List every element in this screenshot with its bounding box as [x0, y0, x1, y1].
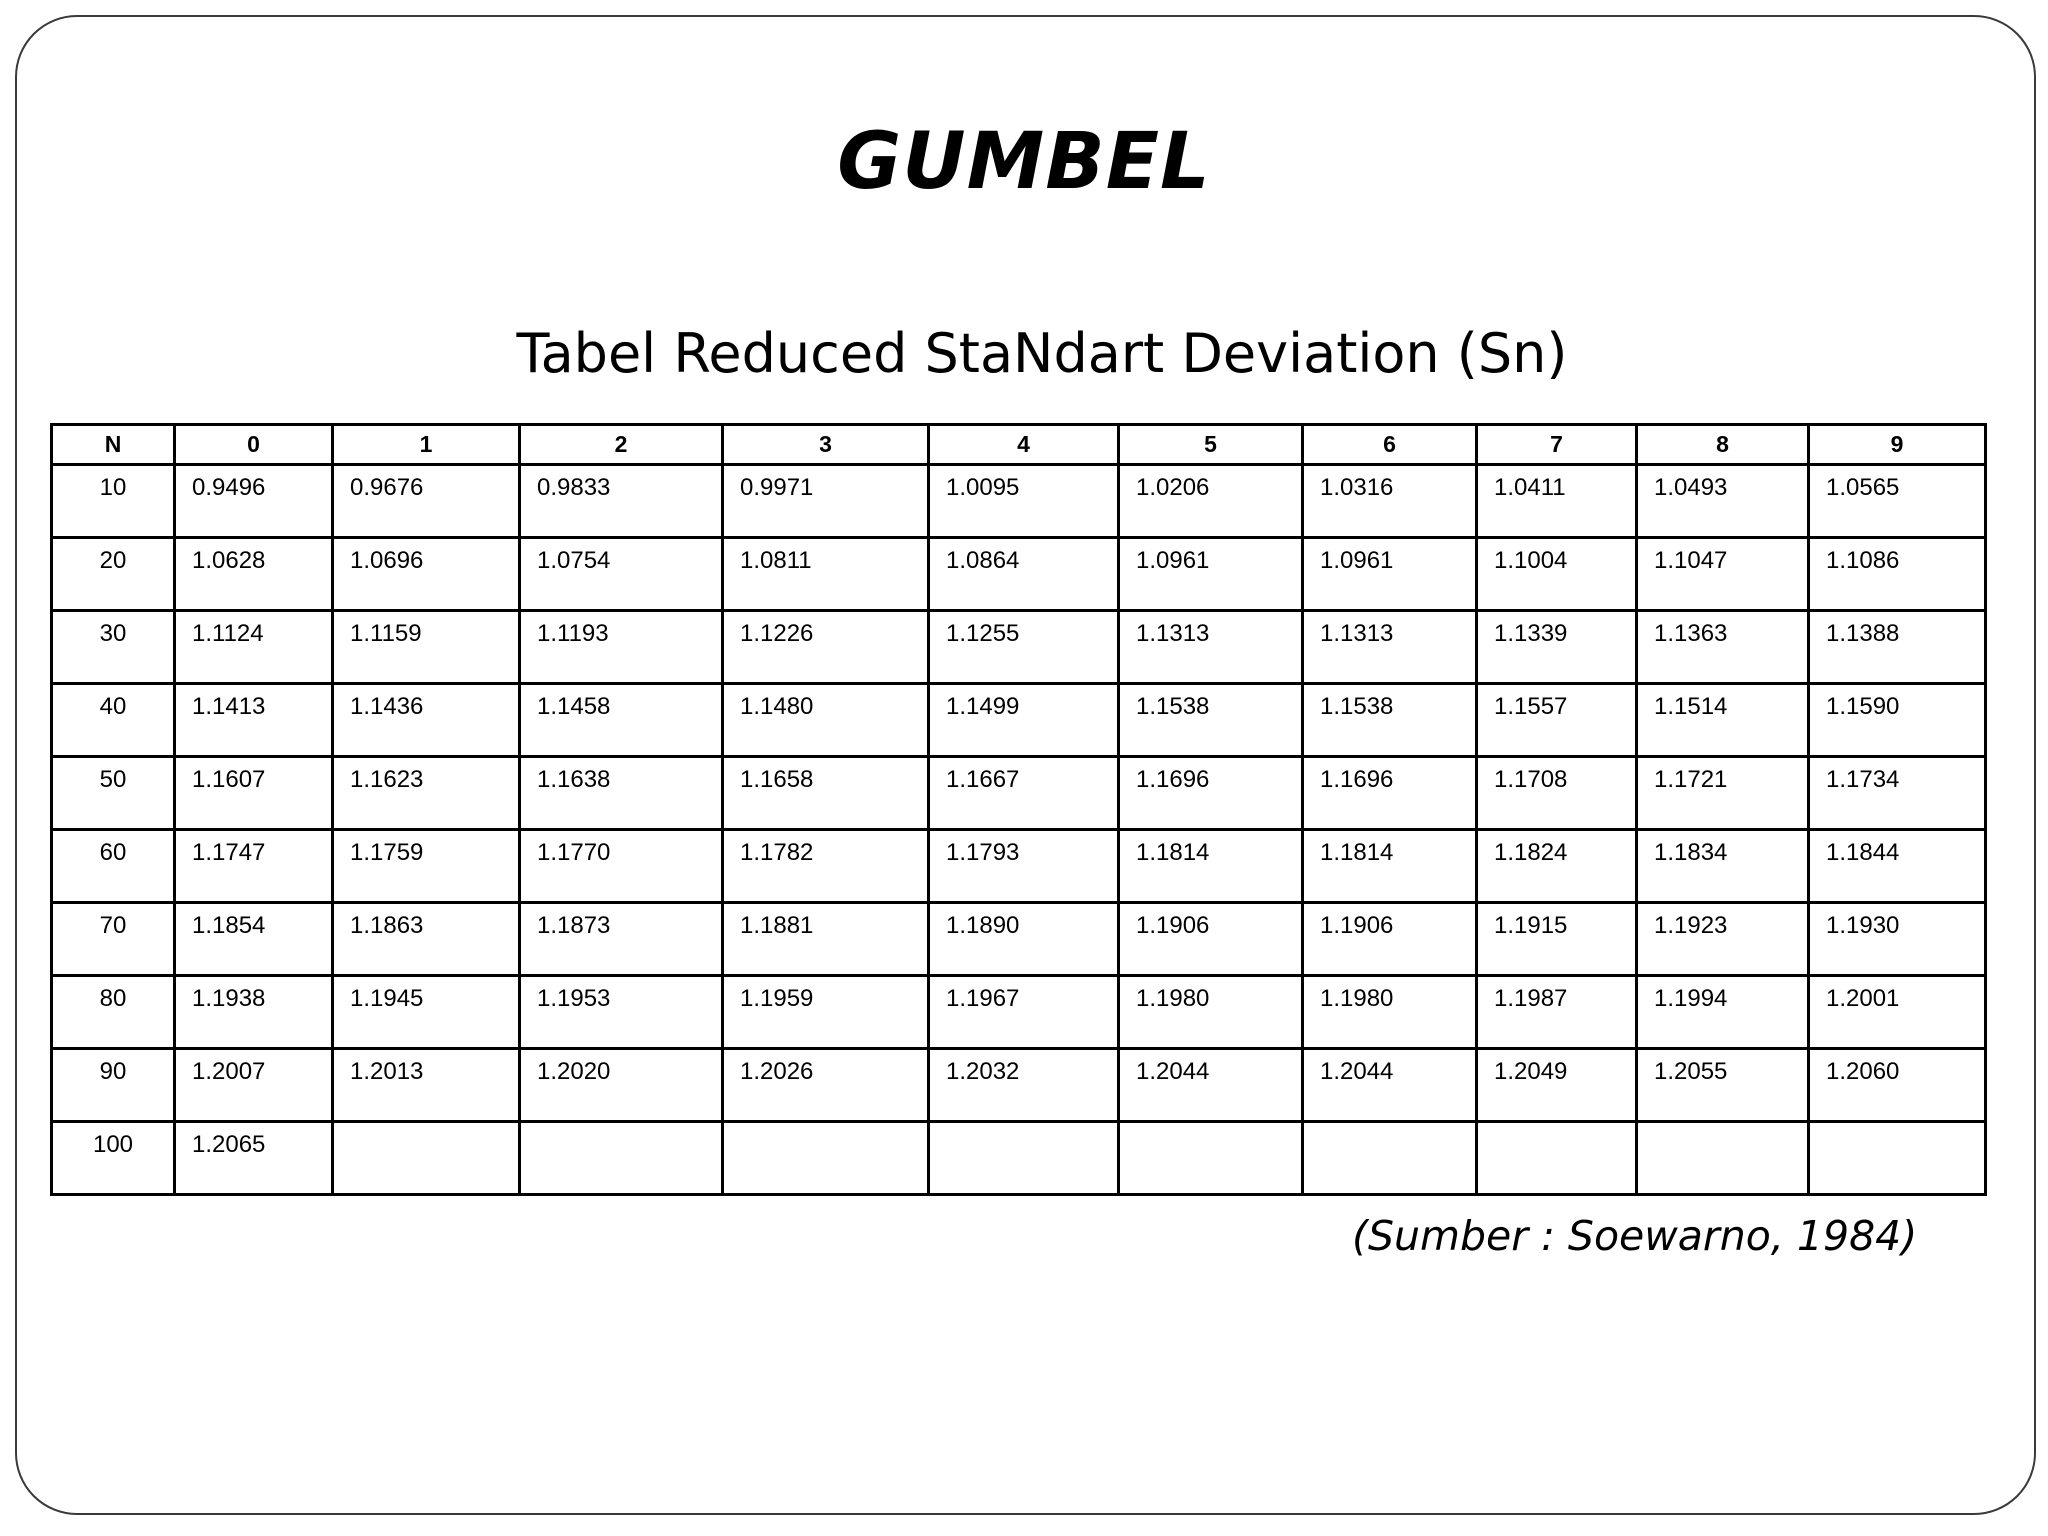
table-row [52, 538, 1986, 611]
table-cell: 1.1590 [1809, 684, 1986, 757]
table-cell: 1.2001 [1809, 976, 1986, 1049]
table-row [52, 684, 1986, 757]
column-header: N [52, 425, 175, 465]
column-header: 4 [929, 425, 1119, 465]
table-row [52, 465, 1986, 538]
sn-table [50, 423, 1987, 1196]
table-row [52, 1122, 1986, 1195]
table-cell: 1.1721 [1637, 757, 1809, 830]
row-n-cell: 10 [52, 465, 175, 538]
table-row [52, 976, 1986, 1049]
row-n-cell: 80 [52, 976, 175, 1049]
table-cell: 1.1538 [1303, 684, 1477, 757]
table-cell: 1.0316 [1303, 465, 1477, 538]
row-n-cell: 90 [52, 1049, 175, 1122]
row-n-cell: 20 [52, 538, 175, 611]
table-cell: 1.1770 [520, 830, 723, 903]
table-cell: 1.1980 [1119, 976, 1303, 1049]
column-header: 2 [520, 425, 723, 465]
column-header: 9 [1809, 425, 1986, 465]
table-row [52, 1049, 1986, 1122]
table-cell: 1.2044 [1303, 1049, 1477, 1122]
table-cell: 1.0411 [1477, 465, 1637, 538]
table-cell: 1.2026 [723, 1049, 929, 1122]
table-cell: 1.1363 [1637, 611, 1809, 684]
table-cell: 1.1413 [175, 684, 333, 757]
table-cell: 1.2065 [175, 1122, 333, 1195]
table-cell: 1.1313 [1303, 611, 1477, 684]
table-cell: 1.1499 [929, 684, 1119, 757]
table-cell: 1.1557 [1477, 684, 1637, 757]
column-header: 7 [1477, 425, 1637, 465]
table-cell: 1.1814 [1119, 830, 1303, 903]
table-cell [1303, 1122, 1477, 1195]
column-header: 6 [1303, 425, 1477, 465]
table-row [52, 757, 1986, 830]
table-cell: 1.2055 [1637, 1049, 1809, 1122]
table-cell: 1.1538 [1119, 684, 1303, 757]
table-cell: 1.0206 [1119, 465, 1303, 538]
table-cell: 1.1658 [723, 757, 929, 830]
page-title: GUMBEL [837, 117, 1211, 207]
table-cell: 1.1086 [1809, 538, 1986, 611]
row-n-cell: 60 [52, 830, 175, 903]
table-caption: Tabel Reduced StaNdart Deviation (Sn) [516, 322, 1568, 385]
table-cell: 1.1339 [1477, 611, 1637, 684]
table-cell: 1.1953 [520, 976, 723, 1049]
table-cell: 1.1708 [1477, 757, 1637, 830]
row-n-cell: 70 [52, 903, 175, 976]
table-cell: 1.1623 [333, 757, 520, 830]
table-cell: 1.1793 [929, 830, 1119, 903]
table-cell: 1.1226 [723, 611, 929, 684]
table-cell: 1.1696 [1303, 757, 1477, 830]
table-cell: 1.1638 [520, 757, 723, 830]
table-cell: 1.1782 [723, 830, 929, 903]
table-cell: 1.1607 [175, 757, 333, 830]
table-cell: 1.1124 [175, 611, 333, 684]
table-cell: 1.0811 [723, 538, 929, 611]
table-cell: 1.1834 [1637, 830, 1809, 903]
table-cell: 1.1873 [520, 903, 723, 976]
table-cell: 1.0696 [333, 538, 520, 611]
source-citation: (Sumber : Soewarno, 1984) [1352, 1212, 1918, 1260]
table-cell: 1.1923 [1637, 903, 1809, 976]
table-cell: 0.9971 [723, 465, 929, 538]
column-header: 1 [333, 425, 520, 465]
table-cell: 1.1514 [1637, 684, 1809, 757]
table-cell: 1.1980 [1303, 976, 1477, 1049]
table-cell: 1.1930 [1809, 903, 1986, 976]
table-cell: 1.0095 [929, 465, 1119, 538]
table-cell: 1.0628 [175, 538, 333, 611]
table-cell: 1.1959 [723, 976, 929, 1049]
table-cell: 1.2049 [1477, 1049, 1637, 1122]
table-cell: 1.1967 [929, 976, 1119, 1049]
table-cell: 1.1994 [1637, 976, 1809, 1049]
table-cell [333, 1122, 520, 1195]
table-cell: 1.0565 [1809, 465, 1986, 538]
table-cell [1477, 1122, 1637, 1195]
table-cell: 1.1890 [929, 903, 1119, 976]
table-cell: 1.1906 [1303, 903, 1477, 976]
column-header: 8 [1637, 425, 1809, 465]
table-cell: 1.1844 [1809, 830, 1986, 903]
table-cell: 1.0493 [1637, 465, 1809, 538]
table-cell: 1.1987 [1477, 976, 1637, 1049]
table-cell: 1.1915 [1477, 903, 1637, 976]
table-cell: 1.0754 [520, 538, 723, 611]
table-cell: 1.0961 [1119, 538, 1303, 611]
table-cell: 0.9676 [333, 465, 520, 538]
table-cell: 0.9496 [175, 465, 333, 538]
row-n-cell: 40 [52, 684, 175, 757]
table-cell: 1.2013 [333, 1049, 520, 1122]
table-cell: 1.1255 [929, 611, 1119, 684]
table-cell: 1.2060 [1809, 1049, 1986, 1122]
table-cell: 1.1436 [333, 684, 520, 757]
table-cell: 1.1906 [1119, 903, 1303, 976]
table-cell: 1.1193 [520, 611, 723, 684]
table-cell [929, 1122, 1119, 1195]
table-cell: 1.1458 [520, 684, 723, 757]
table-cell: 1.1004 [1477, 538, 1637, 611]
table-cell [1119, 1122, 1303, 1195]
table-cell: 1.1667 [929, 757, 1119, 830]
table-cell: 1.0961 [1303, 538, 1477, 611]
table-header-row [52, 425, 1986, 465]
table-cell: 1.1824 [1477, 830, 1637, 903]
table-cell: 1.1863 [333, 903, 520, 976]
table-cell: 1.2032 [929, 1049, 1119, 1122]
table-cell: 1.2007 [175, 1049, 333, 1122]
table-cell [520, 1122, 723, 1195]
column-header: 5 [1119, 425, 1303, 465]
table-cell: 1.1759 [333, 830, 520, 903]
table-cell: 1.1734 [1809, 757, 1986, 830]
table-cell [1809, 1122, 1986, 1195]
table-row [52, 830, 1986, 903]
table-cell: 1.2020 [520, 1049, 723, 1122]
table-cell: 1.1480 [723, 684, 929, 757]
table-cell: 1.1854 [175, 903, 333, 976]
table-cell: 1.1159 [333, 611, 520, 684]
table-cell: 1.1747 [175, 830, 333, 903]
table-row [52, 903, 1986, 976]
table-cell: 1.0864 [929, 538, 1119, 611]
column-header: 3 [723, 425, 929, 465]
table-cell: 1.1945 [333, 976, 520, 1049]
table-cell: 1.1814 [1303, 830, 1477, 903]
table-cell: 1.2044 [1119, 1049, 1303, 1122]
table-cell: 0.9833 [520, 465, 723, 538]
row-n-cell: 50 [52, 757, 175, 830]
table-cell: 1.1881 [723, 903, 929, 976]
table-cell [1637, 1122, 1809, 1195]
row-n-cell: 100 [52, 1122, 175, 1195]
column-header: 0 [175, 425, 333, 465]
table-cell: 1.1047 [1637, 538, 1809, 611]
table-cell: 1.1313 [1119, 611, 1303, 684]
table-cell: 1.1388 [1809, 611, 1986, 684]
table-cell: 1.1938 [175, 976, 333, 1049]
table-row [52, 611, 1986, 684]
table-cell [723, 1122, 929, 1195]
table-cell: 1.1696 [1119, 757, 1303, 830]
row-n-cell: 30 [52, 611, 175, 684]
